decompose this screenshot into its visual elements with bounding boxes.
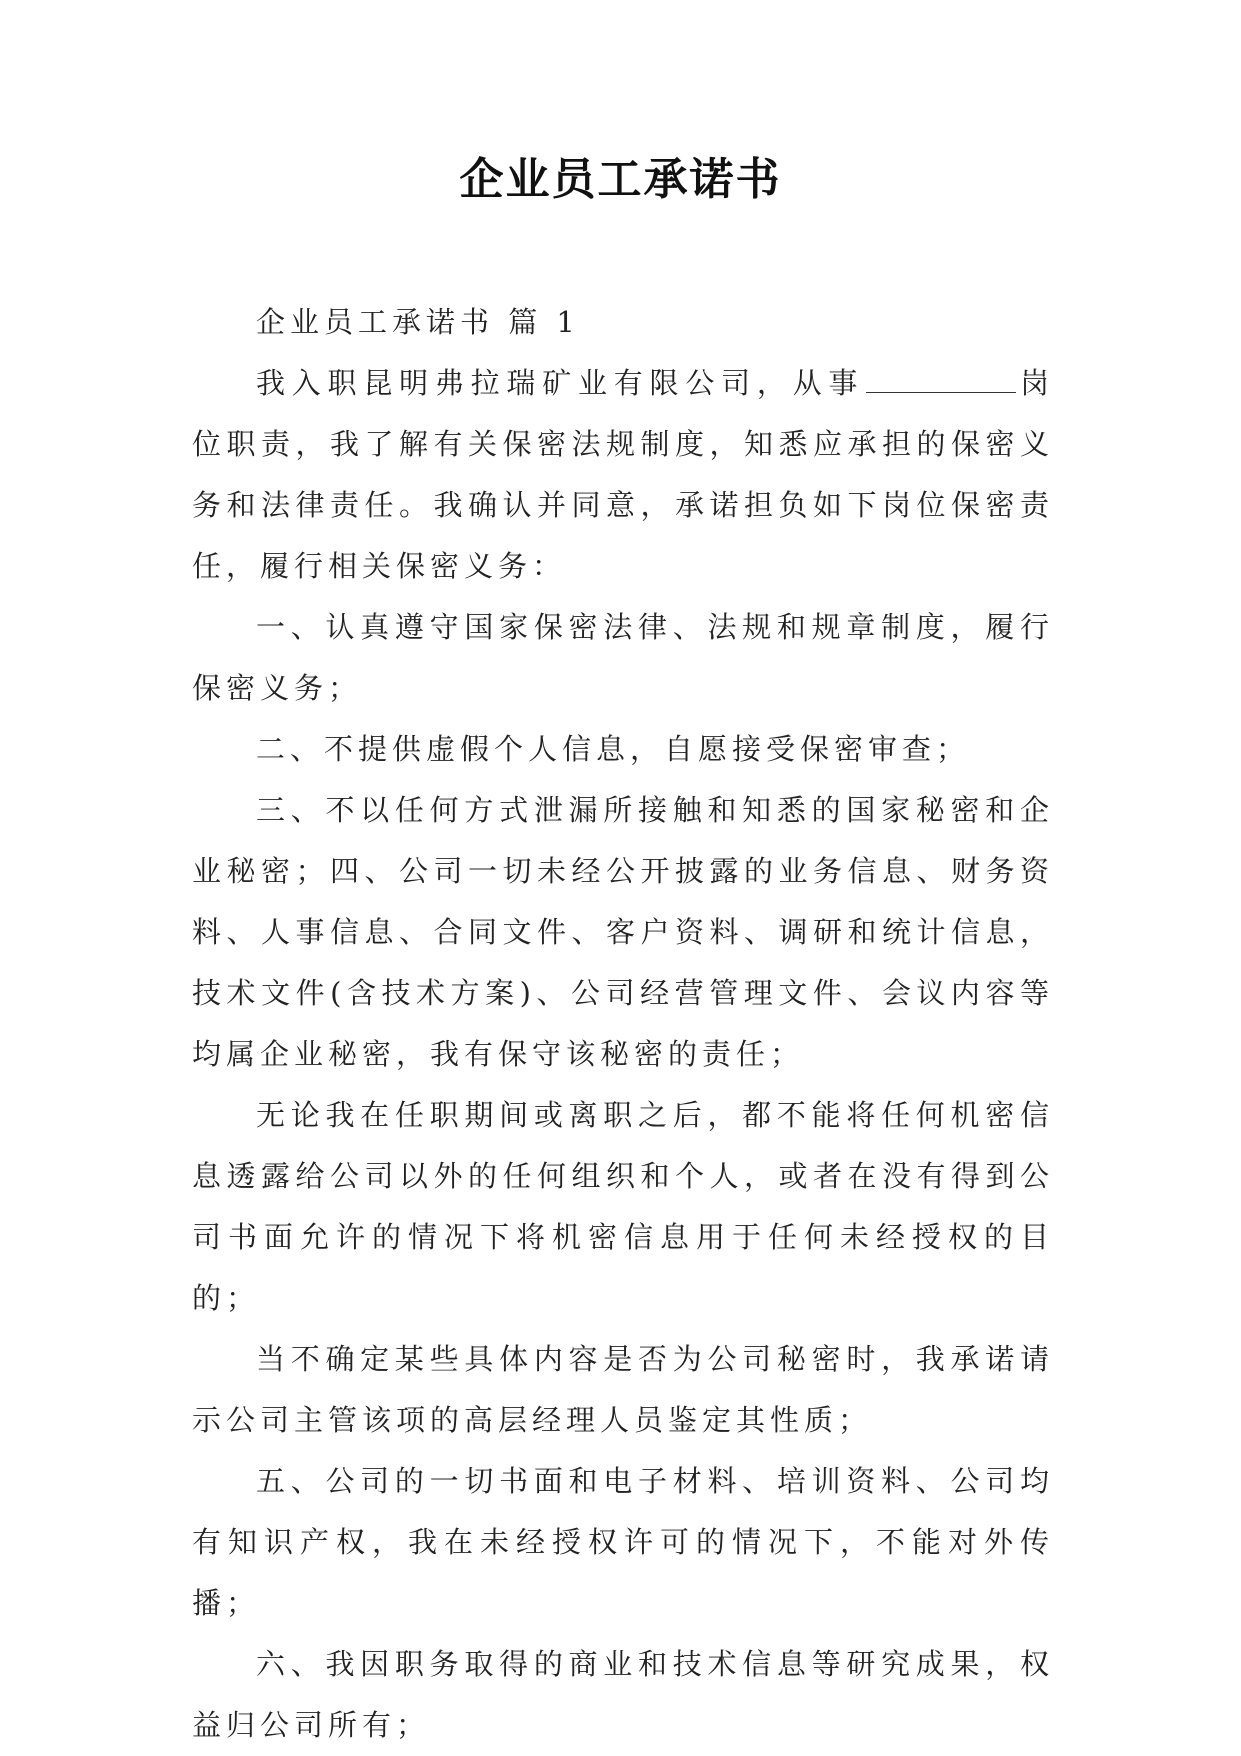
document-body — [192, 292, 1054, 1756]
paragraph-6: 五、公司的一切书面和电子材料、培训资料、公司均有知识产权，我在未经授权许可的情况下，不能对外传播； — [192, 1464, 1054, 1620]
paragraph-5: 当不确定某些具体内容是否为公司秘密时，我承诺请示公司主管该项的高层经理人员鉴定其性质； — [192, 1342, 1054, 1437]
paragraph-7: 六、我因职务取得的商业和技术信息等研究成果，权益归公司所有； — [192, 1647, 1054, 1742]
paragraph-4: 无论我在任职期间或离职之后，都不能将任何机密信息透露给公司以外的任何组织和个人，或者在没有得到公司书面允许的情况下将机密信息用于任何未经授权的目的； — [192, 1098, 1054, 1315]
paragraph-2: 二、不提供虚假个人信息，自愿接受保密审查； — [256, 732, 971, 766]
intro-paragraph — [192, 353, 1054, 597]
fill-in-blank — [866, 364, 1016, 393]
paragraph-1: 一、认真遵守国家保密法律、法规和规章制度，履行保密义务； — [192, 610, 1054, 705]
intro-text-start: 我入职昆明弗拉瑞矿业有限公司，从事 — [256, 366, 865, 400]
document-title: 企业员工承诺书 — [459, 154, 782, 205]
intro-text-end: 岗位职责，我了解有关保密法规制度，知悉应承担的保密义务和法律责任。我确认并同意，承诺担负如下岗位保密责任，履行相关保密义务： — [192, 366, 1054, 583]
section-heading: 企业员工承诺书 篇 1 — [256, 305, 580, 339]
paragraph-3: 三、不以任何方式泄漏所接触和知悉的国家秘密和企业秘密；四、公司一切未经公开披露的业务信息、财务资料、人事信息、合同文件、客户资料、调研和统计信息，技术文件(含技术方案)、公司经营管理文件、会议内容等均属企业秘密，我有保守该秘密的责任； — [192, 793, 1054, 1071]
